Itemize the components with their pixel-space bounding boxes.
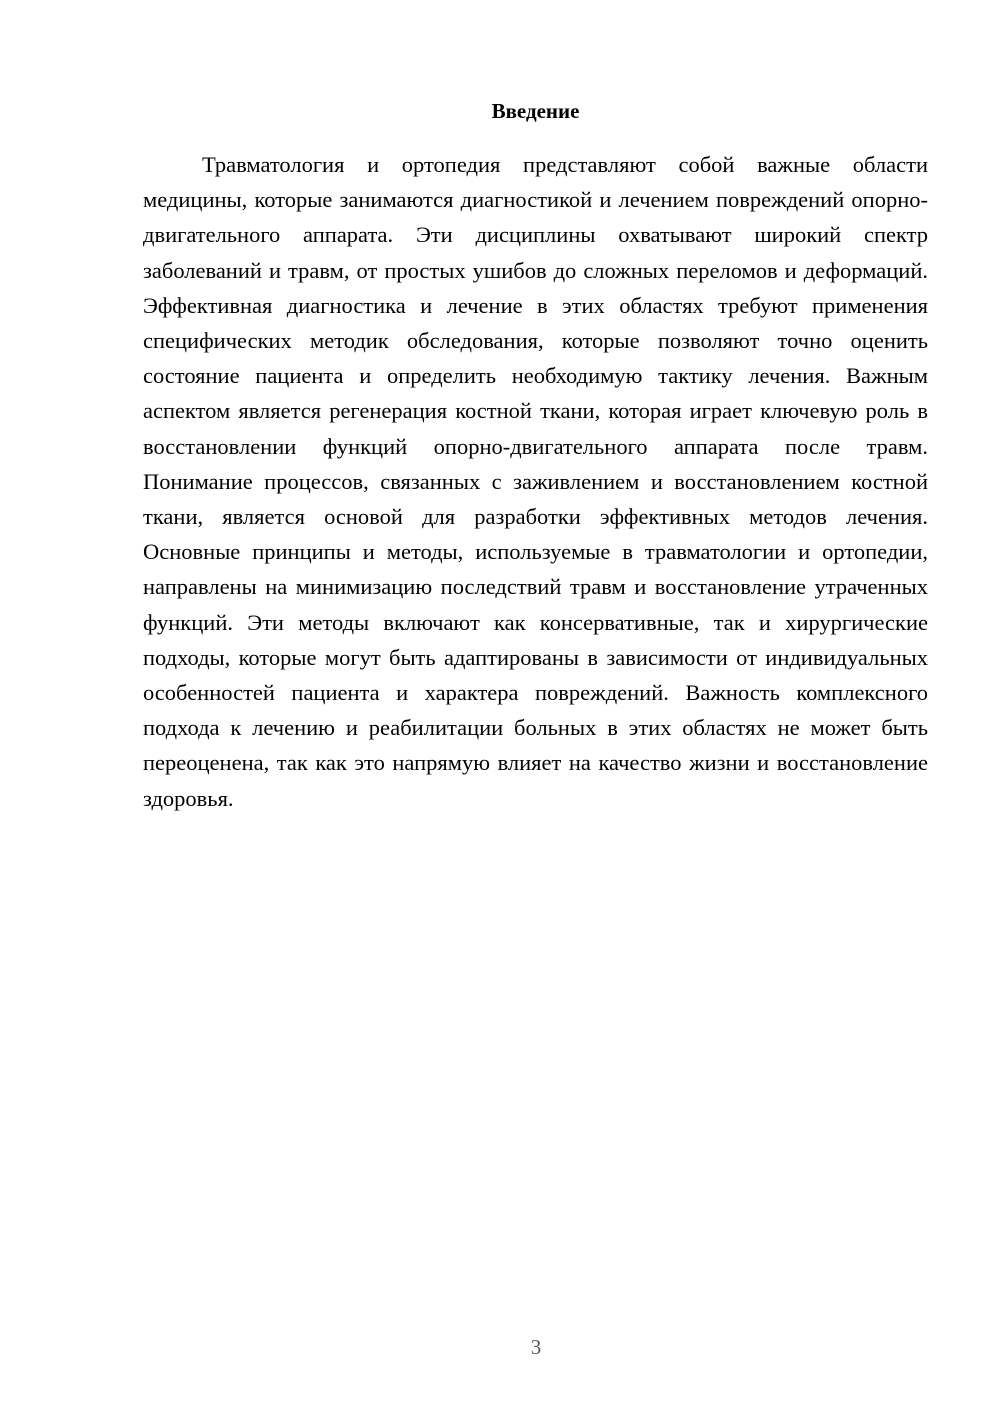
- page-number: 3: [530, 1335, 542, 1359]
- body-paragraph: Травматология и ортопедия представляют собой важные области медицины, которые занимаются диагностикой и лечением повреждений опорно-двигательного аппарата. Эти дисциплины охватывают широкий спектр заболеваний и травм, от простых ушибов до сложных переломов и деформаций. Эффективная диагностика и лечение в этих областях требуют применения специфических методик обследования, которые позволяют точно оценить состояние пациента и определить необходимую тактику лечения. Важным аспектом является регенерация костной ткани, которая играет ключевую роль в восстановлении функций опорно-двигательного аппарата после травм. Понимание процессов, связанных с заживлением и восстановлением костной ткани, является основой для разработки эффективных методов лечения. Основные принципы и методы, используемые в травматологии и ортопедии, направлены на минимизацию последствий травм и восстановление утраченных функций. Эти методы включают как консервативные, так и хирургические подходы, которые могут быть адаптированы в зависимости от индивидуальных особенностей пациента и характера повреждений. Важность комплексного подхода к лечению и реабилитации больных в этих областях не может быть переоценена, так как это напрямую влияет на качество жизни и восстановление здоровья.: [143, 152, 928, 811]
- section-heading: Введение: [491, 99, 580, 123]
- page-content: [143, 97, 928, 816]
